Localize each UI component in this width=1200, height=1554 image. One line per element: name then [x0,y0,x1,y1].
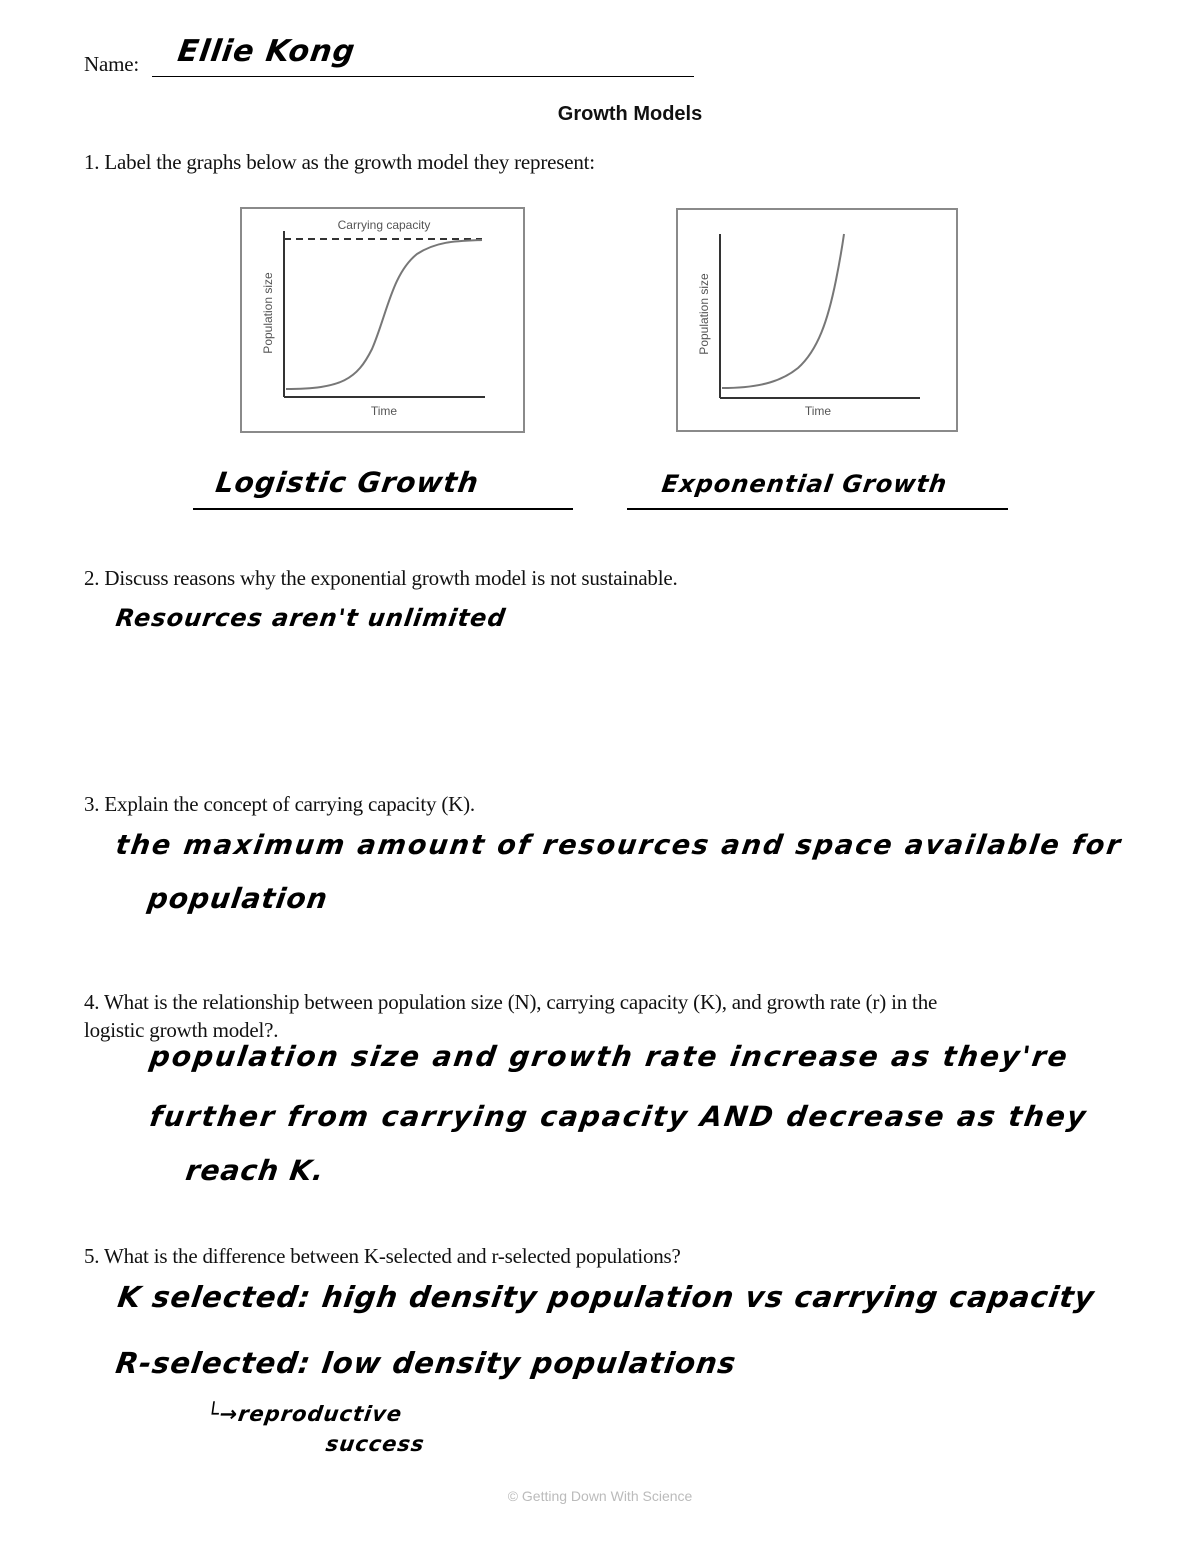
logistic-graph [240,207,525,433]
x-axis-label: Time [370,404,398,418]
question-4-prompt-line-2: logistic growth model?. [84,1018,279,1042]
graph-2-answer: Exponential Growth [660,470,950,498]
question-5-prompt: 5. What is the difference between K-selected and r-selected populations? [84,1244,681,1268]
question-5-answer-line-1: K selected: high density population vs carrying capacity [115,1280,1097,1314]
copyright-footer: © Getting Down With Science [507,1488,693,1504]
question-3-answer-line-1: the maximum amount of resources and space available for [113,830,1125,861]
question-4-prompt-line-1: 4. What is the relationship between population size (N), carrying capacity (K), and growth rate (r) in the [84,990,938,1014]
question-2-answer: Resources aren't unlimited [114,604,508,632]
name-handwritten: Ellie Kong [175,34,358,69]
question-4-answer-line-1: population size and growth rate increase as they're [147,1040,1072,1073]
page-title: Growth Models [557,103,703,125]
question-3-answer-line-2: population [145,882,331,915]
graph-2-answer-line [627,508,1008,510]
y-axis-label: Population size [261,272,275,354]
question-1-prompt: 1. Label the graphs below as the growth model they represent: [84,150,595,174]
graph-1-answer-line [193,508,573,510]
x-axis-label: Time [804,404,832,418]
y-axis-label: Population size [697,273,711,355]
question-4-answer-line-3: reach K. [183,1154,327,1187]
graph-1-answer: Logistic Growth [213,466,482,499]
carrying-capacity-label: Carrying capacity [337,218,431,232]
question-2-prompt: 2. Discuss reasons why the exponential growth model is not sustainable. [84,566,678,590]
exponential-graph [676,208,958,432]
question-5-answer-note-2: success [324,1432,427,1456]
question-4-answer-line-2: further from carrying capacity AND decrease as they [147,1100,1090,1133]
question-5-answer-note-1: └→reproductive [204,1402,404,1426]
logistic-curve [286,240,482,389]
question-3-prompt: 3. Explain the concept of carrying capacity (K). [84,792,475,816]
question-5-answer-line-2: R-selected: low density populations [113,1346,739,1380]
exponential-curve [722,234,844,388]
name-line [152,76,694,77]
name-label: Name: [84,52,139,76]
